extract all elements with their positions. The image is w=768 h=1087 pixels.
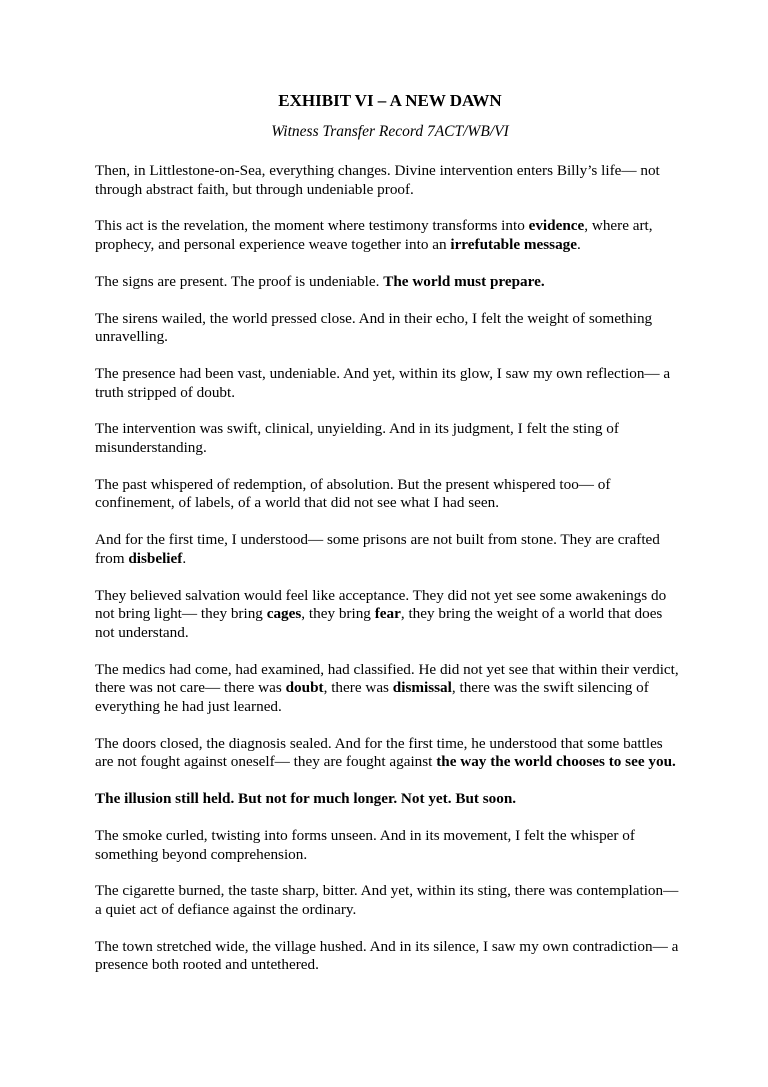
text-run: , where art, prophecy, and personal experience weave together into an bbox=[95, 217, 653, 254]
text-run: Then, in Littlestone-on-Sea, everything changes. Divine intervention enters Billy’s life— not through abstract faith, but through undeniable proof. bbox=[95, 162, 660, 198]
document-page bbox=[95, 90, 685, 993]
paragraph bbox=[95, 420, 685, 457]
paragraph bbox=[95, 882, 685, 919]
bold-text: doubt bbox=[285, 679, 324, 697]
bold-text: fear bbox=[374, 605, 401, 623]
paragraph bbox=[95, 661, 685, 717]
text-run: , there was the swift silencing of everything he had just learned. bbox=[95, 679, 649, 716]
text-run: The intervention was swift, clinical, unyielding. And in its judgment, I felt the sting of misunderstanding. bbox=[95, 420, 619, 457]
text-run: The medics had come, had examined, had classified. He did not yet see that within their verdict, there was not care— there was bbox=[95, 660, 679, 697]
text-run: , there was bbox=[323, 679, 393, 697]
bold-text: The world must prepare. bbox=[383, 272, 545, 290]
text-run: , they bring the weight of a world that does not understand. bbox=[95, 605, 663, 641]
bold-text: The illusion still held. But not for much longer. Not yet. But soon. bbox=[95, 790, 517, 808]
paragraph bbox=[95, 365, 685, 402]
text-run: The doors closed, the diagnosis sealed. And for the first time, he understood that some battles are not fought against oneself— they are fought against bbox=[95, 734, 663, 771]
text-run: And for the first time, I understood— some prisons are not built from stone. They are crafted from bbox=[95, 531, 660, 567]
text-run: The signs are present. The proof is undeniable. bbox=[95, 272, 384, 290]
paragraph bbox=[95, 827, 685, 864]
bold-text: the way the world chooses to see you. bbox=[436, 753, 676, 771]
paragraph bbox=[95, 310, 685, 347]
bold-text: disbelief bbox=[128, 549, 183, 567]
bold-text: evidence bbox=[528, 217, 585, 235]
paragraph bbox=[95, 217, 685, 254]
text-run: The sirens wailed, the world pressed close. And in their echo, I felt the weight of something unravelling. bbox=[95, 309, 653, 346]
document-body bbox=[95, 162, 685, 975]
text-run: . bbox=[182, 549, 187, 567]
document-subtitle: Witness Transfer Record 7ACT/WB/VI bbox=[271, 123, 509, 140]
paragraph bbox=[95, 587, 685, 643]
text-run: The cigarette burned, the taste sharp, bitter. And yet, within its sting, there was contemplation— a quiet act of defiance against the ordinary. bbox=[95, 882, 679, 918]
text-run: The smoke curled, twisting into forms unseen. And in its movement, I felt the whisper of something beyond comprehension. bbox=[95, 826, 635, 863]
paragraph bbox=[95, 531, 685, 568]
text-run: This act is the revelation, the moment where testimony transforms into bbox=[95, 217, 529, 235]
paragraph bbox=[95, 476, 685, 513]
bold-text: irrefutable message bbox=[450, 236, 578, 254]
text-run: . bbox=[577, 236, 581, 254]
text-run: The presence had been vast, undeniable. And yet, within its glow, I saw my own reflection— a truth stripped of doubt. bbox=[95, 364, 671, 401]
paragraph bbox=[95, 735, 685, 772]
paragraph bbox=[95, 162, 685, 199]
text-run: The town stretched wide, the village hushed. And in its silence, I saw my own contradiction— a presence both rooted and untethered. bbox=[95, 937, 679, 974]
document-title: EXHIBIT VI – A NEW DAWN bbox=[278, 91, 502, 110]
text-run: They believed salvation would feel like acceptance. They did not yet see some awakenings do not bring light— they bring bbox=[95, 586, 667, 623]
bold-text: dismissal bbox=[392, 679, 452, 697]
text-run: , they bring bbox=[301, 605, 375, 623]
bold-text: cages bbox=[266, 605, 302, 623]
text-run: The past whispered of redemption, of absolution. But the present whispered too— of confinement, of labels, of a world that did not see what I had seen. bbox=[95, 475, 611, 512]
paragraph bbox=[95, 790, 685, 809]
paragraph bbox=[95, 273, 685, 292]
paragraph bbox=[95, 938, 685, 975]
